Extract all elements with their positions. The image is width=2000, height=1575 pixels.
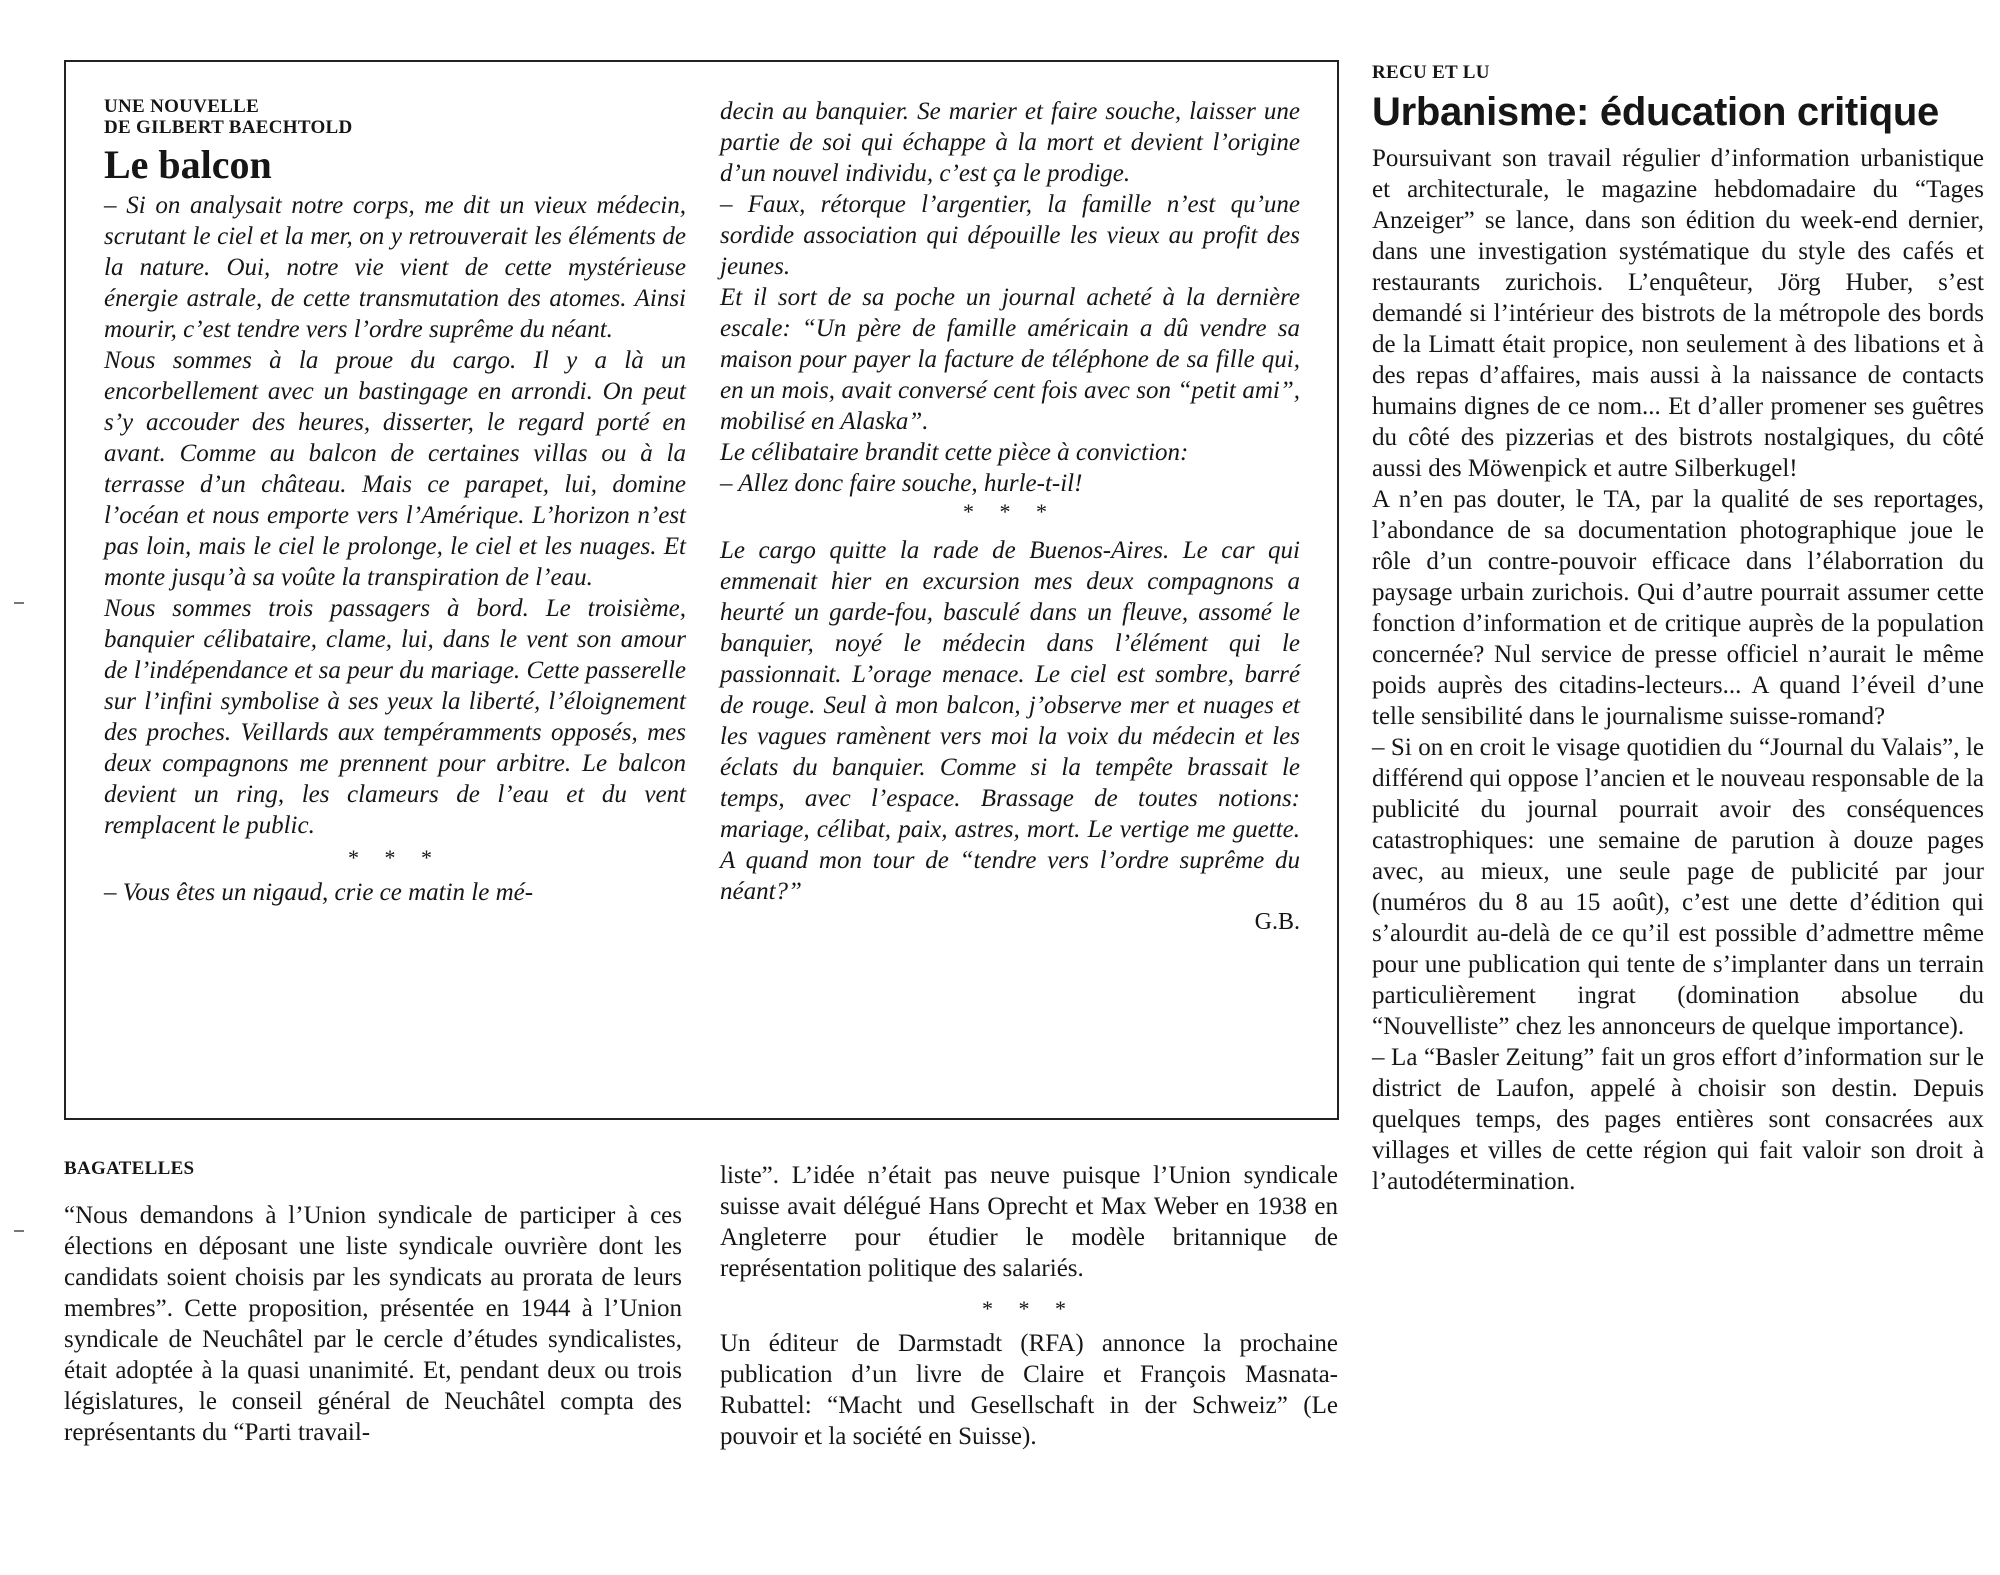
scan-mark [14, 602, 24, 604]
story-paragraph: Nous sommes à la proue du cargo. Il y a là un encorbellement avec un bastingage en arrondi. On peut s’y accouder des heures, disserter, le regard porté en avant. Comme au balcon de certaines villas ou à la terrasse d’un château. Mais ce parapet, lui, domine l’océan et nous emporte vers l’Amérique. L’horizon n’est pas loin, mais le ciel le prolonge, le ciel et les nuages. Et monte jusqu’à sa voûte la transpiration de l’eau. [104, 347, 686, 591]
bagatelles-column-left [64, 1158, 682, 1448]
story-section-break: * * * [348, 845, 442, 870]
story-column-right [720, 96, 1300, 937]
story-paragraph: – Vous êtes un nigaud, crie ce matin le mé- [104, 879, 534, 906]
scan-mark [14, 1230, 24, 1232]
recu-title: Urbanisme: éducation critique [1372, 90, 1939, 134]
story-signature: G.B. [1254, 909, 1300, 935]
bagatelles-label: BAGATELLES [64, 1158, 195, 1179]
story-title: Le balcon [104, 142, 272, 187]
story-paragraph: Et il sort de sa poche un journal acheté à la dernière escale: “Un père de famille américain a dû vendre sa maison pour payer la facture de téléphone de sa fille qui, en un mois, avait conversé cent fois avec son “petit ami”, mobilisé en Alaska”. [720, 284, 1300, 435]
story-paragraph: decin au banquier. Se marier et faire souche, laisser une partie de soi qui échappe à la mort et devient l’origine d’un nouvel individu, c’est ça le prodige. [720, 98, 1300, 187]
bagatelles-section-break: * * * [982, 1296, 1076, 1321]
story-paragraph: Le célibataire brandit cette pièce à conviction: [720, 439, 1189, 466]
recu-paragraph: – La “Basler Zeitung” fait un gros effort d’information sur le district de Laufon, appelé à choisir son destin. Depuis quelques temps, des pages entières sont consacrées aux villages et villes de cette région qui fait valoir son droit à l’autodétermination. [1372, 1044, 1984, 1195]
recu-label: RECU ET LU [1372, 62, 1490, 83]
story-paragraph: Nous sommes trois passagers à bord. Le troisième, banquier célibataire, clame, lui, dans le vent son amour de l’indépendance et sa peur du mariage. Cette passerelle sur l’infini symbolise à ses yeux la liberté, l’éloignement des proches. Veillards aux tempéramments opposés, mes deux compagnons me prennent pour arbitre. Le balcon devient un ring, les clameurs de l’eau et du vent remplacent le public. [104, 595, 686, 839]
story-section-break: * * * [963, 499, 1057, 524]
bagatelles-paragraph: “Nous demandons à l’Union syndicale de participer à ces élections en déposant une liste syndicale ouvrière dont les candidats soient choisis par les syndicats au prorata de leurs membres”. Cette proposition, présentée en 1944 à l’Union syndicale de Neuchâtel par le cercle d’études syndicalistes, était adoptée à la quasi unanimité. Et, pendant deux ou trois législatures, le conseil général de Neuchâtel compta des représentants du “Parti travail- [64, 1202, 682, 1446]
story-paragraph: Le cargo quitte la rade de Buenos-Aires. Le car qui emmenait hier en excursion mes deux compagnons a heurté un garde-fou, basculé dans un fleuve, assomé le banquier, noyé le médecin dans l’élément qui le passionnait. L’orage menace. Le ciel est sombre, barré de rouge. Seul à mon balcon, j’observe mer et nuages et les vagues ramènent vers moi la voix du médecin et les éclats du banquier. Comme si la tempête brassait le temps, avec l’espace. Brassage de toutes notions: mariage, célibat, paix, astres, mort. Le vertige me guette. A quand mon tour de “tendre vers l’ordre suprême du néant?” [720, 537, 1300, 905]
story-kicker-line2: DE GILBERT BAECHTOLD [104, 117, 353, 138]
bagatelles-column-right [720, 1160, 1338, 1452]
story-paragraph: – Allez donc faire souche, hurle-t-il! [720, 470, 1083, 497]
story-paragraph: – Faux, rétorque l’argentier, la famille n’est qu’une sordide association qui dépouille les vieux au profit des jeunes. [720, 191, 1300, 280]
recu-paragraph: – Si on en croit le visage quotidien du “Journal du Valais”, le différend qui oppose l’ancien et le nouveau responsable de la publicité du journal pourrait avoir des conséquences catastrophiques: une semaine de parution à douze pages avec, au mieux, une seule page de publicité par jour (numéros du 8 au 15 août), c’est une dette d’édition qui s’alourdit au-delà de ce qu’il est possible d’admettre même pour une publication qui tente de s’implanter dans un terrain particulièrement ingrat (domination absolue du “Nouvelliste” chez les annonceurs de quelque importance). [1372, 734, 1984, 1040]
story-column-left [104, 96, 686, 908]
bagatelles-paragraph: Un éditeur de Darmstadt (RFA) annonce la prochaine publication d’un livre de Claire et François Masnata-Rubattel: “Macht und Gesellschaft in der Schweiz” (Le pouvoir et la société en Suisse). [720, 1330, 1338, 1450]
bagatelles-paragraph: liste”. L’idée n’était pas neuve puisque l’Union syndicale suisse avait délégué Hans Oprecht et Max Weber en 1938 en Angleterre pour étudier le modèle britannique de représentation politique des salariés. [720, 1162, 1338, 1282]
story-kicker-line1: UNE NOUVELLE [104, 96, 260, 117]
recu-paragraph: A n’en pas douter, le TA, par la qualité de ses reportages, l’abondance de sa documentation photographique joue le rôle d’un contre-pouvoir efficace dans l’élaborration du paysage urbain zurichois. Qui d’autre pourrait assumer cette fonction d’information et de critique auprès de la population concernée? Nul service de presse officiel n’aurait le même poids auprès des citadins-lecteurs... A quand l’éveil d’une telle sensibilité dans le journalisme suisse-romand? [1372, 486, 1984, 730]
recu-column [1372, 62, 1984, 1197]
recu-paragraph: Poursuivant son travail régulier d’information urbanistique et architecturale, le magazine hebdomadaire du “Tages Anzeiger” se lance, dans son édition du week-end dernier, dans une investigation systématique du style des cafés et restaurants zurichois. L’enquêteur, Jörg Huber, s’est demandé si l’intérieur des bistrots de la métropole des bords de la Limatt était propice, non seulement à des libations et à des repas d’affaires, mais aussi à la naissance de contacts humains dignes de ce nom... Et d’aller promener ses guêtres du côté des pizzerias et des bistrots nostalgiques, du côté aussi des Möwenpick et autre Silberkugel! [1372, 145, 1984, 482]
story-paragraph: – Si on analysait notre corps, me dit un vieux médecin, scrutant le ciel et la mer, on y retrouverait les éléments de la nature. Oui, notre vie vient de cette mystérieuse énergie astrale, de cette transmutation des atomes. Ainsi mourir, c’est tendre vers l’ordre suprême du néant. [104, 192, 686, 343]
